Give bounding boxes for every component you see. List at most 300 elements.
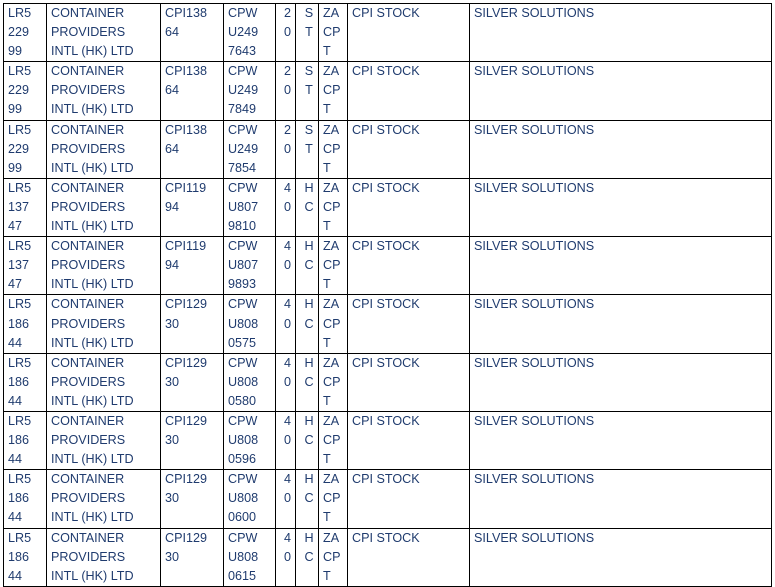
container-number-cell xyxy=(224,528,276,586)
type-cell xyxy=(296,237,319,295)
container-line: U249 xyxy=(228,83,259,98)
depot-line: ZA xyxy=(323,530,340,545)
client-label: SILVER SOLUTIONS xyxy=(474,413,595,428)
stock-cell xyxy=(348,178,470,236)
lr-number-cell xyxy=(4,411,47,469)
lr-line: 229 xyxy=(8,83,30,98)
stock-label: CPI STOCK xyxy=(352,64,420,79)
depot-line: T xyxy=(323,510,331,525)
depot-cell xyxy=(319,353,348,411)
stock-label: CPI STOCK xyxy=(352,180,420,195)
cpi-line: 64 xyxy=(165,25,180,40)
lr-line: 44 xyxy=(8,568,23,583)
type-cell xyxy=(296,4,319,62)
cpi-line: 30 xyxy=(165,433,180,448)
table-row xyxy=(4,353,772,411)
type-line: C xyxy=(304,199,314,214)
company-line: PROVIDERS xyxy=(51,258,126,273)
lr-number-cell xyxy=(4,528,47,586)
container-line: CPW xyxy=(228,122,258,137)
depot-line: ZA xyxy=(323,413,340,428)
depot-line: ZA xyxy=(323,6,340,20)
type-line: H xyxy=(304,355,314,370)
cpi-number-cell xyxy=(161,295,224,353)
depot-line: T xyxy=(323,393,331,408)
cpi-line: CPI138 xyxy=(165,64,208,79)
container-line: CPW xyxy=(228,355,258,370)
lr-line: 44 xyxy=(8,510,23,525)
size-line: 2 xyxy=(283,122,291,137)
cpi-number-cell xyxy=(161,470,224,528)
type-line: C xyxy=(304,549,314,564)
client-cell xyxy=(470,411,772,469)
container-line: 0575 xyxy=(228,335,257,350)
size-cell xyxy=(276,528,296,586)
size-cell xyxy=(276,62,296,120)
size-line: 4 xyxy=(283,239,291,254)
depot-line: ZA xyxy=(323,239,340,254)
container-line: 0615 xyxy=(228,568,257,583)
type-cell xyxy=(296,528,319,586)
depot-line: CP xyxy=(323,316,341,331)
company-line: INTL (HK) LTD xyxy=(51,568,134,583)
container-number-cell xyxy=(224,470,276,528)
lr-line: 229 xyxy=(8,141,30,156)
stock-label: CPI STOCK xyxy=(352,297,420,312)
lr-number-cell xyxy=(4,295,47,353)
stock-cell xyxy=(348,470,470,528)
client-label: SILVER SOLUTIONS xyxy=(474,355,595,370)
cpi-number-cell xyxy=(161,62,224,120)
container-line: CPW xyxy=(228,472,258,487)
type-line: S xyxy=(304,64,314,79)
container-line: CPW xyxy=(228,64,258,79)
size-line: 0 xyxy=(283,258,291,273)
type-line: C xyxy=(304,316,314,331)
depot-line: CP xyxy=(323,199,341,214)
company-line: INTL (HK) LTD xyxy=(51,335,134,350)
type-line: T xyxy=(305,83,313,98)
company-line: CONTAINER xyxy=(51,413,125,428)
depot-line: T xyxy=(323,452,331,467)
lr-number-cell xyxy=(4,62,47,120)
table-row xyxy=(4,120,772,178)
table-row xyxy=(4,4,772,62)
depot-line: ZA xyxy=(323,122,340,137)
type-line: H xyxy=(304,413,314,428)
company-line: CONTAINER xyxy=(51,6,125,20)
table-row xyxy=(4,237,772,295)
company-line: INTL (HK) LTD xyxy=(51,393,134,408)
client-label: SILVER SOLUTIONS xyxy=(474,239,595,254)
cpi-number-cell xyxy=(161,4,224,62)
lr-line: 99 xyxy=(8,44,23,59)
size-line: 0 xyxy=(283,83,291,98)
container-number-cell xyxy=(224,353,276,411)
company-line: PROVIDERS xyxy=(51,316,126,331)
depot-line: CP xyxy=(323,549,341,564)
client-cell xyxy=(470,353,772,411)
cpi-number-cell xyxy=(161,120,224,178)
container-line: 0600 xyxy=(228,510,257,525)
cpi-line: 64 xyxy=(165,141,180,156)
depot-line: CP xyxy=(323,433,341,448)
cpi-line: 30 xyxy=(165,549,180,564)
client-label: SILVER SOLUTIONS xyxy=(474,64,595,79)
size-cell xyxy=(276,4,296,62)
container-line: CPW xyxy=(228,239,258,254)
company-cell xyxy=(47,411,161,469)
depot-line: T xyxy=(323,568,331,583)
stock-label: CPI STOCK xyxy=(352,413,420,428)
lr-line: 186 xyxy=(8,549,30,564)
client-label: SILVER SOLUTIONS xyxy=(474,297,595,312)
size-line: 4 xyxy=(283,180,291,195)
client-cell xyxy=(470,295,772,353)
depot-cell xyxy=(319,295,348,353)
depot-line: T xyxy=(323,335,331,350)
size-line: 0 xyxy=(283,141,291,156)
cpi-line: 64 xyxy=(165,83,180,98)
type-cell xyxy=(296,120,319,178)
container-line: U808 xyxy=(228,374,259,389)
client-cell xyxy=(470,237,772,295)
container-number-cell xyxy=(224,411,276,469)
company-line: CONTAINER xyxy=(51,355,125,370)
container-line: U808 xyxy=(228,491,259,506)
type-line: C xyxy=(304,374,314,389)
container-line: U808 xyxy=(228,316,259,331)
cpi-number-cell xyxy=(161,528,224,586)
stock-label: CPI STOCK xyxy=(352,530,420,545)
container-number-cell xyxy=(224,295,276,353)
container-number-cell xyxy=(224,62,276,120)
company-cell xyxy=(47,470,161,528)
lr-line: 229 xyxy=(8,25,30,40)
size-cell xyxy=(276,411,296,469)
container-line: U249 xyxy=(228,25,259,40)
type-line: S xyxy=(304,6,314,20)
cpi-line: CPI129 xyxy=(165,355,208,370)
depot-cell xyxy=(319,178,348,236)
depot-cell xyxy=(319,4,348,62)
table-row xyxy=(4,62,772,120)
client-label: SILVER SOLUTIONS xyxy=(474,180,595,195)
type-cell xyxy=(296,295,319,353)
company-cell xyxy=(47,62,161,120)
stock-cell xyxy=(348,237,470,295)
depot-cell xyxy=(319,528,348,586)
type-line: C xyxy=(304,258,314,273)
container-line: CPW xyxy=(228,180,258,195)
shipment-table xyxy=(3,3,772,587)
container-number-cell xyxy=(224,4,276,62)
stock-label: CPI STOCK xyxy=(352,239,420,254)
depot-cell xyxy=(319,237,348,295)
type-line: C xyxy=(304,491,314,506)
company-line: PROVIDERS xyxy=(51,433,126,448)
depot-line: CP xyxy=(323,25,341,40)
cpi-line: CPI129 xyxy=(165,413,208,428)
cpi-number-cell xyxy=(161,237,224,295)
depot-line: ZA xyxy=(323,297,340,312)
client-cell xyxy=(470,470,772,528)
size-line: 2 xyxy=(283,6,291,20)
depot-line: CP xyxy=(323,141,341,156)
container-line: U807 xyxy=(228,199,259,214)
cpi-line: CPI129 xyxy=(165,297,208,312)
depot-cell xyxy=(319,62,348,120)
company-line: CONTAINER xyxy=(51,122,125,137)
company-line: PROVIDERS xyxy=(51,141,126,156)
cpi-line: CPI138 xyxy=(165,6,208,20)
cpi-number-cell xyxy=(161,178,224,236)
lr-number-cell xyxy=(4,353,47,411)
depot-line: ZA xyxy=(323,180,340,195)
container-number-cell xyxy=(224,178,276,236)
company-line: INTL (HK) LTD xyxy=(51,510,134,525)
container-number-cell xyxy=(224,120,276,178)
company-line: PROVIDERS xyxy=(51,491,126,506)
cpi-line: 30 xyxy=(165,491,180,506)
lr-line: 99 xyxy=(8,160,23,175)
table-row xyxy=(4,411,772,469)
company-line: INTL (HK) LTD xyxy=(51,44,134,59)
company-line: PROVIDERS xyxy=(51,374,126,389)
depot-line: ZA xyxy=(323,472,340,487)
client-label: SILVER SOLUTIONS xyxy=(474,6,595,20)
container-line: U808 xyxy=(228,433,259,448)
lr-line: LR5 xyxy=(8,6,32,20)
type-line: H xyxy=(304,180,314,195)
lr-line: 47 xyxy=(8,219,23,234)
company-line: PROVIDERS xyxy=(51,549,126,564)
stock-cell xyxy=(348,528,470,586)
company-line: INTL (HK) LTD xyxy=(51,102,134,117)
lr-line: 137 xyxy=(8,258,30,273)
size-cell xyxy=(276,353,296,411)
lr-line: 47 xyxy=(8,277,23,292)
company-line: CONTAINER xyxy=(51,472,125,487)
size-line: 0 xyxy=(283,491,291,506)
company-line: CONTAINER xyxy=(51,239,125,254)
stock-cell xyxy=(348,62,470,120)
container-line: 7849 xyxy=(228,102,257,117)
stock-label: CPI STOCK xyxy=(352,122,420,137)
lr-line: 186 xyxy=(8,433,30,448)
type-line: T xyxy=(305,25,313,40)
cpi-line: CPI129 xyxy=(165,472,208,487)
container-line: 7854 xyxy=(228,160,257,175)
size-cell xyxy=(276,237,296,295)
lr-line: 44 xyxy=(8,393,23,408)
size-cell xyxy=(276,178,296,236)
company-cell xyxy=(47,295,161,353)
lr-line: LR5 xyxy=(8,472,32,487)
type-line: T xyxy=(305,141,313,156)
depot-line: CP xyxy=(323,491,341,506)
company-line: PROVIDERS xyxy=(51,83,126,98)
depot-cell xyxy=(319,120,348,178)
client-label: SILVER SOLUTIONS xyxy=(474,472,595,487)
stock-cell xyxy=(348,411,470,469)
size-line: 4 xyxy=(283,413,291,428)
container-line: 7643 xyxy=(228,44,257,59)
container-line: 0580 xyxy=(228,393,257,408)
size-line: 0 xyxy=(283,549,291,564)
stock-label: CPI STOCK xyxy=(352,6,420,20)
company-cell xyxy=(47,120,161,178)
type-line: C xyxy=(304,433,314,448)
size-line: 0 xyxy=(283,199,291,214)
company-cell xyxy=(47,178,161,236)
company-line: INTL (HK) LTD xyxy=(51,277,134,292)
container-line: U808 xyxy=(228,549,259,564)
client-cell xyxy=(470,178,772,236)
type-line: H xyxy=(304,472,314,487)
stock-cell xyxy=(348,295,470,353)
company-cell xyxy=(47,353,161,411)
depot-line: ZA xyxy=(323,64,340,79)
size-cell xyxy=(276,120,296,178)
size-line: 4 xyxy=(283,530,291,545)
size-line: 4 xyxy=(283,297,291,312)
container-line: CPW xyxy=(228,413,258,428)
company-line: PROVIDERS xyxy=(51,199,126,214)
container-number-cell xyxy=(224,237,276,295)
lr-line: LR5 xyxy=(8,297,32,312)
depot-line: CP xyxy=(323,83,341,98)
container-line: 9810 xyxy=(228,219,257,234)
cpi-line: 30 xyxy=(165,374,180,389)
depot-line: T xyxy=(323,102,331,117)
container-line: CPW xyxy=(228,530,258,545)
company-line: CONTAINER xyxy=(51,64,125,79)
depot-line: CP xyxy=(323,258,341,273)
depot-line: T xyxy=(323,219,331,234)
cpi-line: CPI138 xyxy=(165,122,208,137)
depot-line: T xyxy=(323,160,331,175)
size-cell xyxy=(276,470,296,528)
depot-cell xyxy=(319,411,348,469)
lr-number-cell xyxy=(4,237,47,295)
company-line: INTL (HK) LTD xyxy=(51,160,134,175)
client-cell xyxy=(470,62,772,120)
client-cell xyxy=(470,528,772,586)
stock-label: CPI STOCK xyxy=(352,472,420,487)
type-cell xyxy=(296,353,319,411)
cpi-line: 94 xyxy=(165,258,180,273)
lr-line: 44 xyxy=(8,452,23,467)
depot-line: T xyxy=(323,44,331,59)
lr-line: LR5 xyxy=(8,122,32,137)
lr-line: 186 xyxy=(8,374,30,389)
container-line: CPW xyxy=(228,6,258,20)
lr-line: LR5 xyxy=(8,355,32,370)
company-cell xyxy=(47,4,161,62)
lr-line: LR5 xyxy=(8,413,32,428)
type-line: S xyxy=(304,122,314,137)
table-row xyxy=(4,295,772,353)
stock-label: CPI STOCK xyxy=(352,355,420,370)
cpi-line: 94 xyxy=(165,199,180,214)
cpi-number-cell xyxy=(161,411,224,469)
lr-line: LR5 xyxy=(8,239,32,254)
type-line: H xyxy=(304,239,314,254)
container-line: 0596 xyxy=(228,452,257,467)
type-cell xyxy=(296,411,319,469)
cpi-line: 30 xyxy=(165,316,180,331)
size-line: 2 xyxy=(283,64,291,79)
depot-line: CP xyxy=(323,374,341,389)
company-line: PROVIDERS xyxy=(51,25,126,40)
company-line: CONTAINER xyxy=(51,297,125,312)
client-label: SILVER SOLUTIONS xyxy=(474,122,595,137)
type-cell xyxy=(296,178,319,236)
cpi-line: CPI129 xyxy=(165,530,208,545)
company-cell xyxy=(47,237,161,295)
lr-number-cell xyxy=(4,4,47,62)
table-row xyxy=(4,470,772,528)
size-line: 0 xyxy=(283,316,291,331)
stock-cell xyxy=(348,353,470,411)
container-line: CPW xyxy=(228,297,258,312)
lr-line: LR5 xyxy=(8,64,32,79)
lr-line: 186 xyxy=(8,491,30,506)
company-cell xyxy=(47,528,161,586)
lr-line: 99 xyxy=(8,102,23,117)
size-line: 0 xyxy=(283,25,291,40)
client-cell xyxy=(470,120,772,178)
lr-number-cell xyxy=(4,470,47,528)
container-line: U249 xyxy=(228,141,259,156)
lr-number-cell xyxy=(4,178,47,236)
cpi-number-cell xyxy=(161,353,224,411)
size-line: 0 xyxy=(283,374,291,389)
cpi-line: CPI119 xyxy=(165,239,207,254)
table-row xyxy=(4,178,772,236)
container-line: 9893 xyxy=(228,277,257,292)
lr-line: 44 xyxy=(8,335,23,350)
company-line: INTL (HK) LTD xyxy=(51,452,134,467)
stock-cell xyxy=(348,120,470,178)
client-cell xyxy=(470,4,772,62)
depot-cell xyxy=(319,470,348,528)
lr-number-cell xyxy=(4,120,47,178)
lr-line: LR5 xyxy=(8,530,32,545)
type-cell xyxy=(296,62,319,120)
company-line: CONTAINER xyxy=(51,530,125,545)
table-body xyxy=(4,4,772,587)
size-line: 4 xyxy=(283,472,291,487)
client-label: SILVER SOLUTIONS xyxy=(474,530,595,545)
lr-line: 186 xyxy=(8,316,30,331)
size-cell xyxy=(276,295,296,353)
type-line: H xyxy=(304,530,314,545)
depot-line: ZA xyxy=(323,355,340,370)
lr-line: 137 xyxy=(8,199,30,214)
table-row xyxy=(4,528,772,586)
container-line: U807 xyxy=(228,258,259,273)
cpi-line: CPI119 xyxy=(165,180,207,195)
type-line: H xyxy=(304,297,314,312)
lr-line: LR5 xyxy=(8,180,32,195)
size-line: 0 xyxy=(283,433,291,448)
company-line: INTL (HK) LTD xyxy=(51,219,134,234)
type-cell xyxy=(296,470,319,528)
stock-cell xyxy=(348,4,470,62)
depot-line: T xyxy=(323,277,331,292)
